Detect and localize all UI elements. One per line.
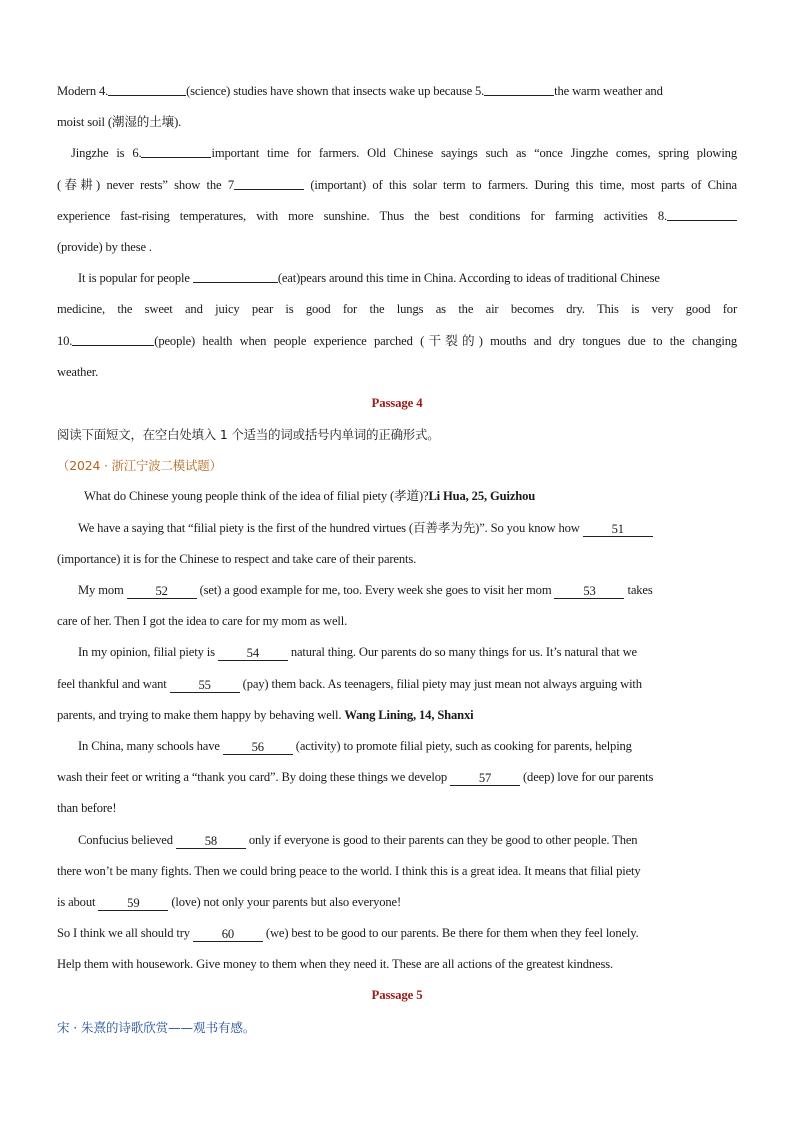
text-line: (importance) it is for the Chinese to respect and take care of their parents. [57,551,417,566]
instruction-line: 阅读下面短文，在空白处填入 1 个适当的词或括号内单词的正确形式。 [57,427,440,443]
text-line: care of her. Then I got the idea to care for my mom as well. [57,614,348,629]
text-line: 10. (people) health when people experience parched (干裂的) mouths and dry tongues due to the changing [57,326,737,357]
author-label: Wang Lining, 14, Shanxi [344,707,474,722]
answer-blank-53[interactable]: 53 [554,584,624,599]
text-line: My mom 52 (set) a good example for me, too. Every week she goes to visit her mom 53 takes [78,583,653,598]
text-line: In China, many schools have 56 (activity) to promote filial piety, such as cooking for parents, helping [78,738,632,754]
text-line: than before! [57,801,117,816]
answer-blank-60[interactable]: 60 [193,927,263,942]
answer-blank-55[interactable]: 55 [170,678,240,693]
text-line: (春耕) never rests” show the 7 (important) of this solar term to farmers. During this time, most parts of China [57,170,737,201]
source-line: （2024 · 浙江宁波二模试题） [57,458,222,474]
author-label: Li Hua, 25, Guizhou [428,489,536,504]
document-page [57,76,737,1043]
text-line: Jingzhe is 6. important time for farmers. Old Chinese sayings such as “once Jingzhe comes, spring plowing [57,138,737,169]
answer-blank-57[interactable]: 57 [450,771,520,786]
answer-blank-56[interactable]: 56 [223,740,293,755]
passage-5-heading: Passage 5 [371,988,423,1003]
answer-blank-4[interactable] [108,81,186,96]
answer-blank-51[interactable]: 51 [583,522,653,537]
poem-title-line: 宋 · 朱熹的诗歌欣赏——观书有感。 [57,1019,256,1035]
text-line: experience fast-rising temperatures, with more sunshine. Thus the best conditions for farming activities 8. [57,201,737,232]
text-line: parents, and trying to make them happy by behaving well. Wang Lining, 14, Shanxi [57,707,474,722]
text-line: Help them with housework. Give money to them when they need it. These are all actions of the greatest kindness. [57,957,613,972]
answer-blank-8[interactable] [667,206,737,221]
text-line: is about 59 (love) not only your parents but also everyone! [57,894,402,910]
text-line: So I think we all should try 60 (we) best to be good to our parents. Be there for them when they feel lonely. [57,926,639,942]
text-line: Confucius believed 58 only if everyone is good to their parents can they be good to other people. Then [78,832,638,848]
text-line: medicine, the sweet and juicy pear is good for the lungs as the air becomes dry. This is very good for [57,302,737,317]
answer-blank-6[interactable] [141,143,211,158]
text-line: feel thankful and want 55 (pay) them back. As teenagers, filial piety may just mean not always arguing with [57,676,642,692]
answer-blank-58[interactable]: 58 [176,834,246,849]
answer-blank-5[interactable] [484,81,554,96]
answer-blank-52[interactable]: 52 [127,584,197,599]
answer-blank-59[interactable]: 59 [98,896,168,911]
answer-blank-9[interactable] [193,268,278,283]
answer-blank-10[interactable] [72,331,154,346]
text-line: wash their feet or writing a “thank you card”. By doing these things we develop 57 (deep) love for our parents [57,770,654,786]
text-line: In my opinion, filial piety is 54 natural thing. Our parents do so many things for us. It’s natural that we [78,645,637,661]
answer-blank-54[interactable]: 54 [218,646,288,661]
text-line: It is popular for people (eat)pears around this time in China. According to ideas of traditional Chinese [57,263,737,294]
text-line: there won’t be many fights. Then we could bring peace to the world. I think this is a great idea. It means that filial piety [57,863,641,878]
text-line: What do Chinese young people think of the idea of filial piety (孝道)?Li Hua, 25, Guizhou [84,489,536,504]
text-line: Modern 4. (science) studies have shown that insects wake up because 5. the warm weather and [57,76,737,107]
text-line: moist soil (潮湿的土壤). [57,115,182,130]
text-line: (provide) by these . [57,239,152,254]
answer-blank-7[interactable] [234,175,304,190]
passage-4-heading: Passage 4 [371,395,423,410]
text-line: weather. [57,364,99,379]
text-line: We have a saying that “filial piety is the first of the hundred virtues (百善孝为先)”. So you know how 51 [57,513,737,544]
